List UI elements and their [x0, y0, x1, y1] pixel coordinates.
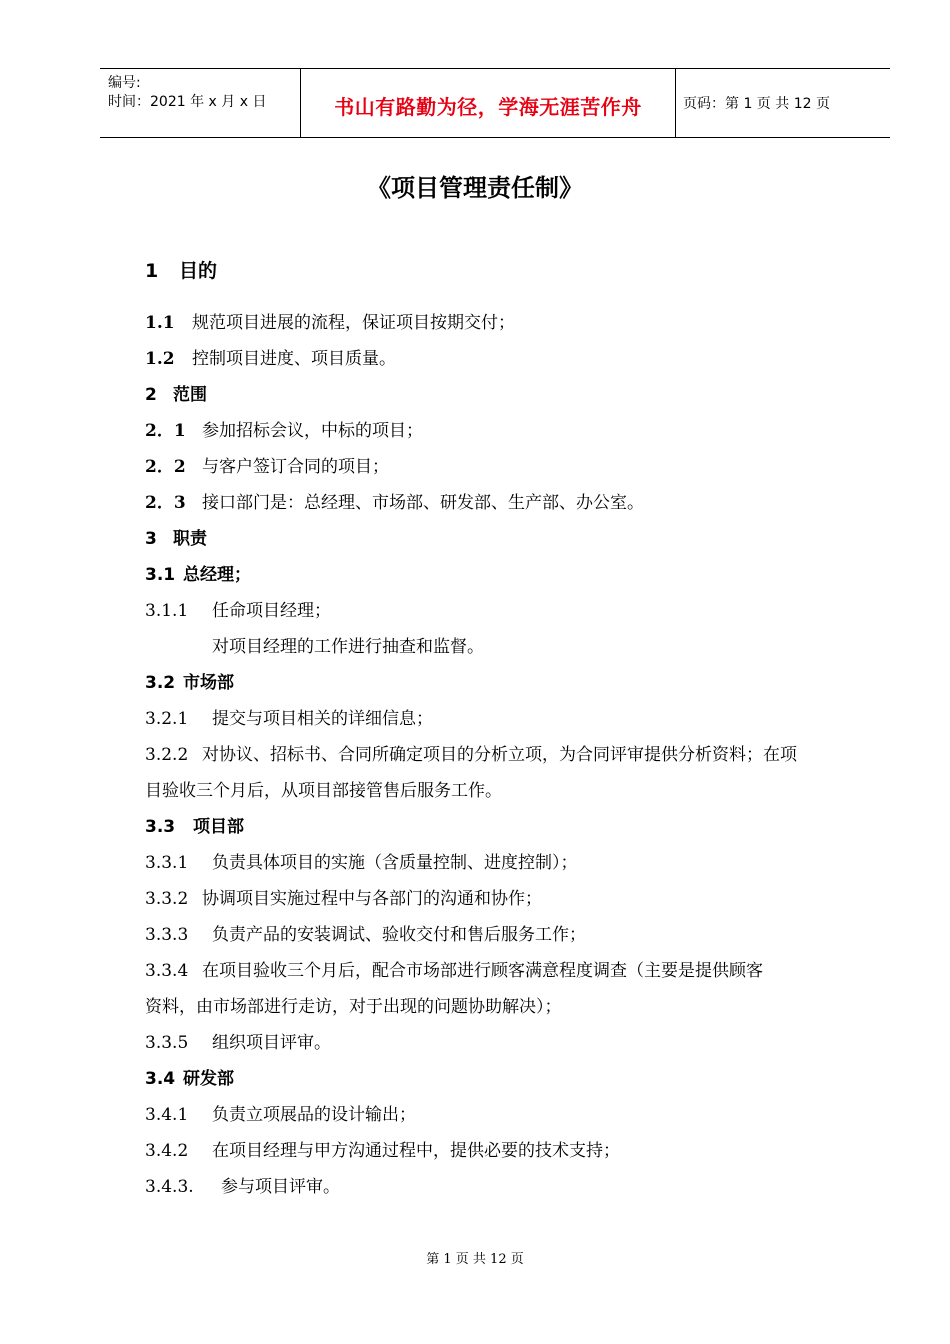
section-text: 与客户签订合同的项目； [202, 457, 389, 477]
section-number: 3.2 [145, 673, 176, 693]
clause-3-4-1 [145, 1102, 416, 1128]
clause-3-3-5 [145, 1030, 331, 1056]
heading-scope [145, 382, 207, 408]
section-number: 1 [145, 260, 159, 282]
section-text: 规范项目进展的流程，保证项目按期交付； [192, 313, 515, 333]
section-text: 在项目验收三个月后，配合市场部进行顾客满意程度调查（主要是提供顾客 [202, 961, 763, 981]
clause-3-3-4 [145, 958, 763, 984]
section-number: 1.1 [145, 313, 175, 333]
clause-3-3-4-continued [145, 994, 562, 1020]
section-text: 控制项目进度、项目质量。 [192, 349, 396, 369]
clause-2-3 [145, 490, 644, 516]
section-number: 3.2.1 [145, 709, 189, 729]
section-number: 2．3 [145, 493, 186, 513]
section-number: 3.3.2 [145, 889, 189, 909]
clause-3-3-2 [145, 886, 542, 912]
section-text: 职责 [173, 529, 207, 549]
document-title: 《项目管理责任制》 [367, 174, 583, 202]
section-number: 3.4.1 [145, 1105, 189, 1125]
section-text: 研发部 [183, 1069, 234, 1089]
clause-3-4-3 [145, 1174, 340, 1200]
clause-3-1-1-continued [212, 634, 484, 660]
clause-1-2 [145, 346, 396, 372]
section-text: 协调项目实施过程中与各部门的沟通和协作； [202, 889, 542, 909]
clause-3-3-1 [145, 850, 578, 876]
section-text: 参加招标会议，中标的项目； [202, 421, 423, 441]
section-text: 目验收三个月后，从项目部接管售后服务工作。 [145, 781, 502, 801]
clause-3-1-1 [145, 598, 331, 624]
clause-3-4-2 [145, 1138, 620, 1164]
section-text: 对项目经理的工作进行抽查和监督。 [212, 637, 484, 657]
section-number: 1.2 [145, 349, 175, 369]
section-text: 对协议、招标书、合同所确定项目的分析立项，为合同评审提供分析资料；在项 [202, 745, 797, 765]
section-number: 2．2 [145, 457, 186, 477]
section-number: 3.1.1 [145, 601, 189, 621]
section-text: 在项目经理与甲方沟通过程中，提供必要的技术支持； [212, 1141, 620, 1161]
header-page-cell [675, 69, 890, 137]
document-time-label: 时间：2021 年 x 月 x 日 [108, 94, 267, 110]
section-number: 3.3.4 [145, 961, 189, 981]
section-text: 资料，由市场部进行走访，对于出现的问题协助解决）； [145, 997, 562, 1017]
heading-responsibilities [145, 526, 207, 552]
section-text: 目的 [179, 260, 218, 282]
section-number: 2 [145, 385, 157, 405]
clause-1-1 [145, 310, 515, 336]
section-number: 3.3 [145, 817, 176, 837]
subheading-marketing [145, 670, 234, 696]
section-text: 负责立项展品的设计输出； [212, 1105, 416, 1125]
section-number: 3 [145, 529, 157, 549]
page-footer: 第 1 页 共 12 页 [426, 1252, 524, 1267]
section-number: 3.3.3 [145, 925, 189, 945]
section-number: 3.3.1 [145, 853, 189, 873]
header-info-cell [100, 69, 300, 137]
heading-purpose [145, 258, 217, 284]
section-text: 任命项目经理； [212, 601, 331, 621]
clause-3-2-2-continued [145, 778, 502, 804]
subheading-general-manager [145, 562, 251, 588]
header-page-number: 页码：第 1 页 共 12 页 [683, 96, 830, 112]
section-text: 负责产品的安装调试、验收交付和售后服务工作； [212, 925, 586, 945]
clause-3-2-1 [145, 706, 433, 732]
section-text: 范围 [173, 385, 207, 405]
section-text: 参与项目评审。 [221, 1177, 340, 1197]
section-text: 总经理； [183, 565, 251, 585]
section-number: 3.4 [145, 1069, 176, 1089]
section-text: 项目部 [193, 817, 244, 837]
clause-2-2 [145, 454, 389, 480]
section-number: 3.2.2 [145, 745, 189, 765]
section-number: 3.3.5 [145, 1033, 189, 1053]
clause-3-3-3 [145, 922, 586, 948]
section-text: 接口部门是：总经理、市场部、研发部、生产部、办公室。 [202, 493, 644, 513]
section-number: 3.1 [145, 565, 176, 585]
header-slogan-cell [300, 69, 676, 137]
section-text: 提交与项目相关的详细信息； [212, 709, 433, 729]
subheading-rnd [145, 1066, 234, 1092]
section-text: 市场部 [183, 673, 234, 693]
section-number: 2．1 [145, 421, 186, 441]
section-number: 3.4.2 [145, 1141, 189, 1161]
header-slogan: 书山有路勤为径，学海无涯苦作舟 [334, 95, 642, 119]
section-number: 3.4.3. [145, 1177, 194, 1197]
clause-2-1 [145, 418, 423, 444]
section-text: 负责具体项目的实施（含质量控制、进度控制）； [212, 853, 578, 873]
clause-3-2-2 [145, 742, 797, 768]
subheading-project-dept [145, 814, 244, 840]
document-number-label: 编号: [108, 75, 141, 91]
page-header [100, 68, 890, 138]
section-text: 组织项目评审。 [212, 1033, 331, 1053]
